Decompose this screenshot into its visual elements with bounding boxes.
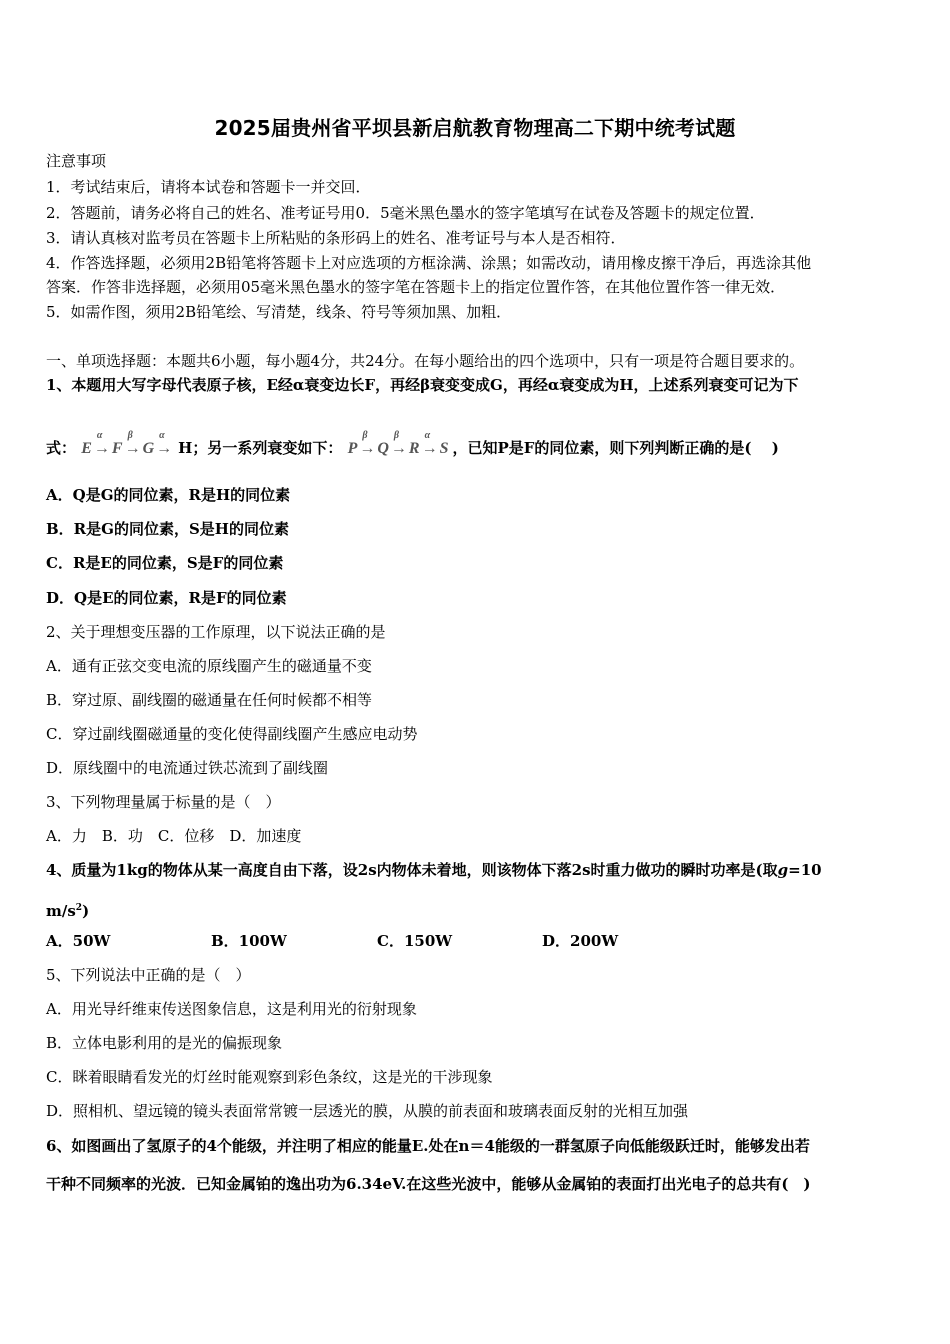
- decay-label: α: [424, 430, 431, 441]
- notice-heading: 注意事项: [46, 152, 107, 170]
- decay-arrow-icon: → α: [422, 439, 438, 459]
- decay-label: α: [159, 430, 165, 441]
- decay-arrow-icon: → β: [359, 439, 375, 459]
- q2-option-a: A．通有正弦交变电流的原线圈产生的磁通量不变: [46, 657, 372, 675]
- q4-unit: m/s: [46, 902, 76, 920]
- nucleus: F: [111, 440, 123, 457]
- decay-label: α: [96, 430, 103, 441]
- q5-option-a: A．用光导纤维束传送图象信息，这是利用光的衍射现象: [46, 1000, 417, 1018]
- question-1-formula-line: [46, 430, 906, 459]
- nucleus: E: [81, 440, 92, 457]
- q1-option-b: B．R是G的同位素，S是H的同位素: [46, 520, 289, 538]
- q4-g-value: =10: [788, 861, 822, 879]
- q4-option-d: D．200W: [542, 932, 619, 950]
- q2-option-c: C．穿过副线圈磁通量的变化使得副线圈产生感应电动势: [46, 725, 418, 743]
- decay-arrow-icon: → α: [156, 439, 172, 459]
- q1-suffix: ，已知P是F的同位素，则下列判断正确的是( ): [452, 439, 779, 457]
- question-6-stem: 6、如图画出了氢原子的4个能级，并注明了相应的能量E.处在n＝4能级的一群氢原子向低能级跃迁时，能够发出若: [46, 1137, 810, 1155]
- q5-option-b: B．立体电影利用的是光的偏振现象: [46, 1034, 283, 1052]
- nucleus: Q: [377, 440, 389, 457]
- q4-close: ): [82, 902, 90, 920]
- notice-item: 4．作答选择题，必须用2B铅笔将答题卡上对应选项的方框涂满、涂黑；如需改动，请用橡皮擦干净后，再选涂其他: [46, 254, 812, 272]
- q1-option-c: C．R是E的同位素，S是F的同位素: [46, 554, 284, 572]
- q1-option-d: D．Q是E的同位素，R是F的同位素: [46, 589, 287, 607]
- q4-option-a: A．50W: [46, 932, 111, 950]
- decay-label: β: [393, 430, 400, 441]
- q1-option-a: A．Q是G的同位素，R是H的同位素: [46, 486, 291, 504]
- q1-prefix: 式：: [46, 439, 77, 457]
- notice-item: 3．请认真核对监考员在答题卡上所粘贴的条形码上的姓名、准考证号与本人是否相符．: [46, 229, 626, 247]
- notice-item: 5．如需作图，须用2B铅笔绘、写清楚，线条、符号等须加黑、加粗．: [46, 303, 512, 321]
- nucleus: R: [408, 440, 420, 457]
- q4-option-c: C．150W: [377, 932, 453, 950]
- q3-options: A．力 B．功 C．位移 D．加速度: [46, 827, 302, 845]
- q4-g-symbol: g: [777, 861, 789, 879]
- question-3-stem: 3、下列物理量属于标量的是（ ）: [46, 793, 281, 811]
- question-2-stem: 2、关于理想变压器的工作原理，以下说法正确的是: [46, 623, 386, 641]
- q4-option-b: B．100W: [211, 932, 287, 950]
- notice-item: 答案．作答非选择题，必须用05毫米黑色墨水的签字笔在答题卡上的指定位置作答，在其他位置作答一律无效．: [46, 278, 786, 296]
- decay-chain-1: [81, 430, 178, 457]
- decay-label: β: [127, 430, 133, 441]
- decay-label: β: [362, 430, 368, 441]
- question-4-stem: [46, 860, 906, 880]
- notice-item: 2．答题前，请务必将自己的姓名、准考证号用0．5毫米黑色墨水的签字笔填写在试卷及答题卡的规定位置．: [46, 204, 765, 222]
- decay-arrow-icon: → β: [125, 439, 141, 459]
- q5-option-c: C．眯着眼睛看发光的灯丝时能观察到彩色条纹，这是光的干涉现象: [46, 1068, 493, 1086]
- nucleus: G: [142, 440, 155, 457]
- q4-stem-text: 4、质量为1kg的物体从某一高度自由下落，设2s内物体未着地，则该物体下落2s时重力做功的瞬时功率是(取: [46, 861, 778, 879]
- question-5-stem: 5、下列说法中正确的是（ ）: [46, 966, 251, 984]
- notice-item: 1．考试结束后，请将本试卷和答题卡一并交回．: [46, 178, 371, 196]
- question-6-stem-cont: 干种不同频率的光波．已知金属铂的逸出功为6.34eV.在这些光波中，能够从金属铂的表面打出光电子的总共有( ): [46, 1175, 811, 1193]
- q5-option-d: D．照相机、望远镜的镜头表面常常镀一层透光的膜，从膜的前表面和玻璃表面反射的光相互加强: [46, 1102, 689, 1120]
- q2-option-b: B．穿过原、副线圈的磁通量在任何时候都不相等: [46, 691, 373, 709]
- q2-option-d: D．原线圈中的电流通过铁芯流到了副线圈: [46, 759, 329, 777]
- question-1-stem: 1、本题用大写字母代表原子核，E经α衰变边长F，再经β衰变变成G，再经α衰变成为H，上述系列衰变可记为下: [46, 376, 799, 394]
- q1-mid: H；另一系列衰变如下：: [178, 439, 343, 457]
- q4-unit-exp: 2: [75, 903, 83, 913]
- decay-arrow-icon: → β: [391, 439, 407, 459]
- section-heading: 一、单项选择题：本题共6小题，每小题4分，共24分。在每小题给出的四个选项中，只有一项是符合题目要求的。: [46, 352, 805, 370]
- nucleus: P: [347, 440, 358, 457]
- nucleus: S: [439, 440, 449, 457]
- question-4-stem-cont: [46, 898, 906, 921]
- decay-chain-2: [347, 430, 453, 457]
- page-title: 2025届贵州省平坝县新启航教育物理高二下期中统考试题: [214, 116, 736, 140]
- decay-arrow-icon: → α: [94, 439, 110, 459]
